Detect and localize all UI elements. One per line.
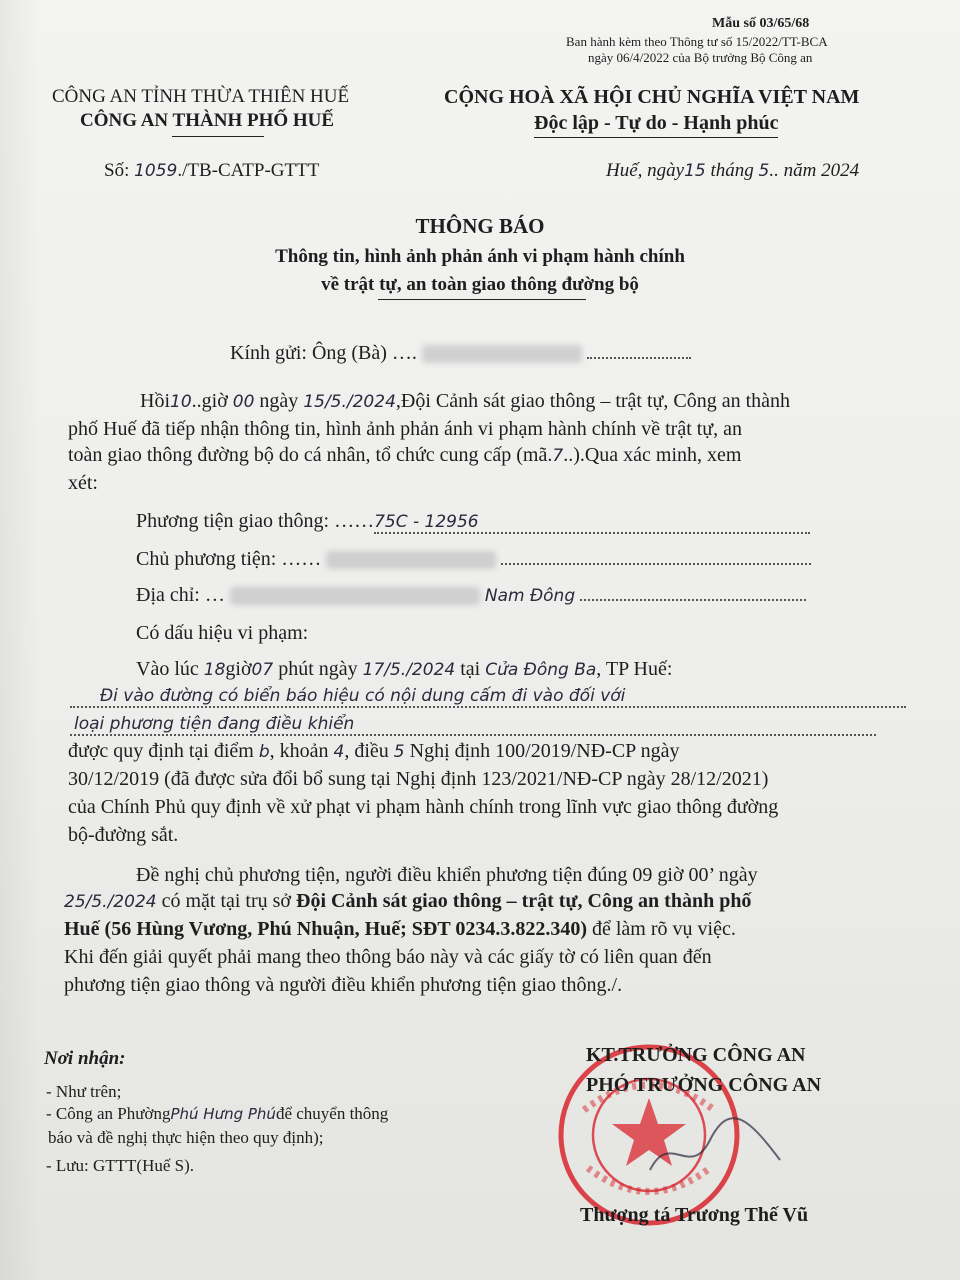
request-line1: Đề nghị chủ phương tiện, người điều khiển phương tiện đúng 09 giờ 00’ ngày	[136, 864, 758, 886]
dotted-fill	[501, 563, 811, 565]
notice-subtitle-2: về trật tự, an toàn giao thông đường bộ	[321, 274, 639, 295]
article-handwritten: 5	[393, 742, 405, 762]
month-label: tháng	[710, 160, 754, 181]
motto: Độc lập - Tự do - Hạnh phúc	[534, 112, 778, 138]
text: phút ngày	[278, 658, 358, 680]
text: , điều	[344, 740, 389, 762]
point-handwritten: b	[258, 742, 270, 762]
text: Nghị định 100/2019/NĐ-CP ngày	[409, 740, 680, 762]
recipient-2	[46, 1104, 388, 1124]
text: , TP Huế:	[596, 658, 673, 680]
p1-line2: phố Huế đã tiếp nhận thông tin, hình ảnh phản ánh vi phạm hành chính về trật tự, an	[68, 418, 743, 440]
text: ngày	[259, 390, 299, 412]
recipient-2-cont: báo và đề nghị thực hiện theo quy định);	[48, 1128, 324, 1147]
clause-handwritten: 4	[333, 742, 345, 762]
signer-name: Thượng tá Trương Thế Vũ	[580, 1204, 809, 1226]
text: Hồi	[140, 390, 170, 412]
vehicle-plate: 75C - 12956	[374, 512, 810, 534]
unit-name: Đội Cảnh sát giao thông – trật tự, Công an thành phố	[296, 890, 752, 912]
ward-handwritten: Phú Hưng Phú	[170, 1105, 276, 1123]
dotted-fill	[587, 357, 691, 359]
v-date-handwritten: 17/5./2024	[362, 660, 456, 680]
place-prefix: Huế, ngày	[606, 160, 685, 181]
doc-prefix: Số:	[104, 160, 130, 181]
greeting-label: Kính gửi: Ông (Bà) ….	[230, 342, 417, 364]
greeting	[230, 342, 691, 365]
org-parent: CÔNG AN TỈNH THỪA THIÊN HUẾ	[52, 86, 350, 107]
form-issued-date: ngày 06/4/2022 của Bộ trưởng Bộ Công an	[588, 50, 813, 65]
place-date	[606, 160, 859, 182]
page-shadow	[0, 0, 40, 1280]
org-underline	[172, 136, 264, 137]
law-line3: của Chính Phủ quy định về xử phạt vi phạm hành chính trong lĩnh vực giao thông đường	[68, 796, 779, 818]
request-line4: Khi đến giải quyết phải mang theo thông báo này và các giấy tờ có liên quan đến	[64, 946, 712, 968]
p1-line4: xét:	[68, 472, 98, 494]
date-handwritten: 15/5./2024	[303, 392, 396, 412]
owner-label: Chủ phương tiện: ……	[136, 548, 322, 570]
p1-line1	[140, 390, 790, 413]
text: giờ	[225, 658, 252, 680]
violation-desc-1	[70, 684, 906, 708]
redacted-name	[422, 345, 582, 363]
v-minute-handwritten: 07	[251, 660, 274, 680]
minute-handwritten: 00	[232, 392, 255, 412]
request-line3	[64, 918, 736, 941]
day-handwritten: 15	[684, 161, 706, 181]
text: tại	[460, 658, 481, 680]
sign-title-2: PHÓ TRƯỞNG CÔNG AN	[586, 1074, 822, 1096]
recipients-label: Nơi nhận:	[44, 1048, 126, 1069]
owner-field	[136, 548, 811, 571]
hour-handwritten: 10	[170, 392, 192, 412]
vehicle-label: Phương tiện giao thông: ……	[136, 510, 375, 532]
request-line2	[64, 890, 751, 913]
month-handwritten: 5	[758, 161, 770, 181]
violation-time-line	[136, 658, 672, 681]
org-unit: CÔNG AN THÀNH PHỐ HUẾ	[80, 110, 335, 131]
desc1-handwritten: Đi vào đường có biển báo hiệu có nội dung cấm đi vào đối với	[70, 686, 906, 708]
address-field	[136, 584, 806, 607]
text: , khoản	[269, 740, 329, 762]
redacted-owner	[326, 551, 496, 569]
text: ..giờ	[191, 390, 228, 412]
v-hour-handwritten: 18	[203, 660, 226, 680]
handwritten-signature	[640, 1110, 790, 1190]
request-line5: phương tiện giao thông và người điều khiển phương tiện giao thông./.	[64, 974, 623, 996]
v-place-handwritten: Cửa Đông Ba	[485, 660, 597, 680]
req-date-handwritten: 25/5./2024	[64, 892, 157, 912]
title-underline	[378, 299, 586, 300]
law-line1	[68, 740, 679, 763]
text: - Công an Phường	[46, 1104, 171, 1123]
violation-desc-2	[70, 712, 876, 736]
law-line2: 30/12/2019 (đã được sửa đổi bổ sung tại Nghị định 123/2021/NĐ-CP ngày 28/12/2021)	[68, 768, 769, 790]
text: Vào lúc	[136, 658, 199, 680]
text: để chuyển thông	[275, 1104, 389, 1123]
notice-title: THÔNG BÁO	[415, 214, 545, 238]
doc-number-handwritten: 1059	[134, 161, 178, 181]
text: ..).Qua xác minh, xem	[563, 444, 742, 466]
address-handwritten: Nam Đông	[484, 586, 576, 606]
redacted-address	[230, 587, 480, 605]
document-number	[104, 160, 319, 182]
address-label: Địa chỉ: …	[136, 584, 225, 606]
nation-title: CỘNG HOÀ XÃ HỘI CHỦ NGHĨA VIỆT NAM	[444, 86, 860, 108]
text: được quy định tại điểm	[68, 740, 254, 762]
violation-label: Có dấu hiệu vi phạm:	[136, 622, 309, 644]
recipient-3: - Lưu: GTTT(Huế S).	[46, 1156, 195, 1175]
notice-subtitle-1: Thông tin, hình ảnh phản ánh vi phạm hành chính	[275, 246, 685, 267]
text: để làm rõ vụ việc.	[592, 918, 736, 940]
p1-line3	[68, 444, 741, 467]
desc2-handwritten: loại phương tiện đang điều khiển	[70, 714, 876, 736]
form-issued-with: Ban hành kèm theo Thông tư số 15/2022/TT-BCA	[566, 34, 828, 49]
recipient-1: - Như trên;	[46, 1082, 122, 1101]
text: có mặt tại trụ sở	[161, 890, 292, 912]
text: toàn giao thông đường bộ do cá nhân, tổ chức cung cấp (mã.	[68, 444, 553, 466]
vehicle-field	[136, 510, 810, 534]
law-line4: bộ-đường sắt.	[68, 824, 179, 846]
form-number: Mẫu số 03/65/68	[712, 16, 810, 31]
sign-title-1: KT.TRƯỞNG CÔNG AN	[586, 1044, 806, 1066]
code-handwritten: 7	[552, 446, 564, 466]
doc-suffix: ./TB-CATP-GTTT	[177, 160, 320, 181]
year-label: .. năm 2024	[769, 160, 860, 181]
text: ,Đội Cảnh sát giao thông – trật tự, Công an thành	[395, 390, 791, 412]
dotted-fill	[580, 599, 806, 601]
unit-address: Huế (56 Hùng Vương, Phú Nhuận, Huế; SĐT 0234.3.822.340)	[64, 918, 587, 940]
